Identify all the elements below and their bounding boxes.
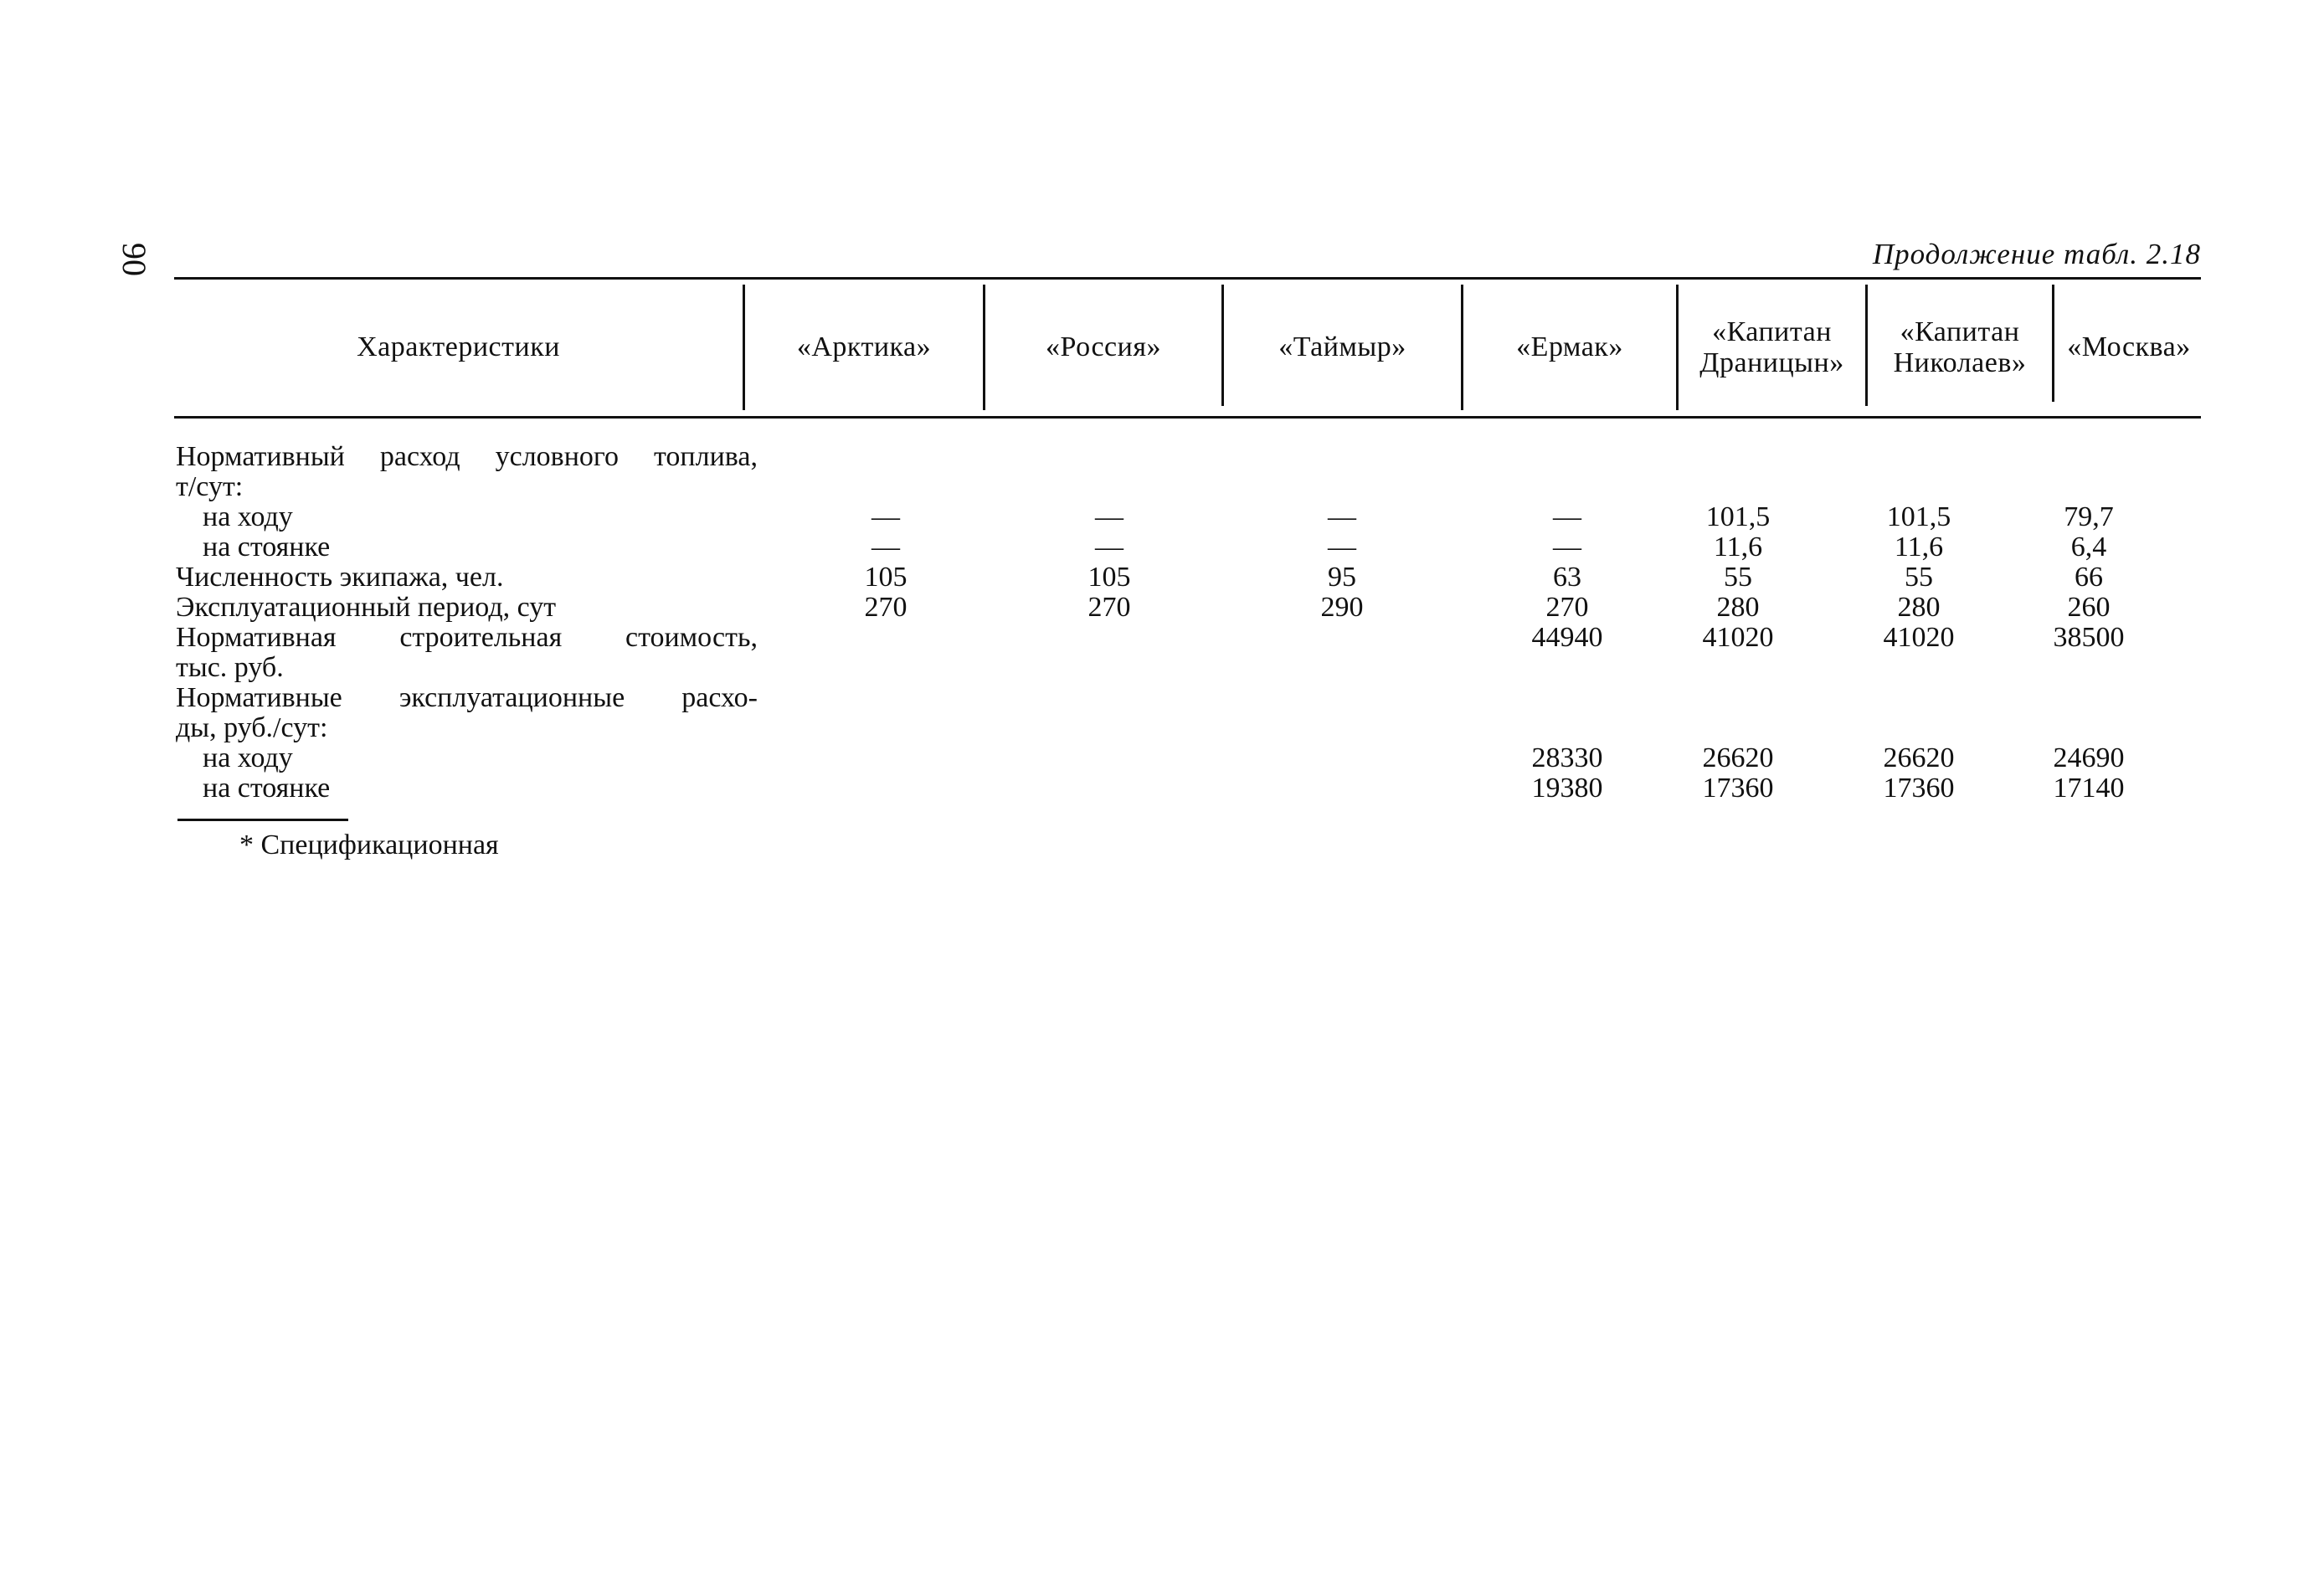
cell-value: — <box>1553 532 1581 562</box>
cell-value: 19380 <box>1531 773 1603 804</box>
table-row <box>176 623 2202 653</box>
header-kapitan-dranitsyn-line2: Драницын» <box>1699 347 1844 378</box>
footnote: * Спецификационная <box>239 830 499 860</box>
header-ermak-label: «Ермак» <box>1516 331 1623 363</box>
table-caption: Продолжение табл. 2.18 <box>1872 238 2201 270</box>
cell-value: — <box>872 532 900 562</box>
footnote-rule <box>177 819 348 821</box>
row-label: Численность экипажа, чел. <box>176 562 504 593</box>
cell-value: 17360 <box>1883 773 1955 804</box>
cell-value: 11,6 <box>1894 532 1944 562</box>
cell-value: 280 <box>1897 592 1941 623</box>
row-label: на ходу <box>203 501 293 532</box>
header-ermak <box>1463 285 1676 410</box>
header-moskva-label: «Москва» <box>2067 331 2191 363</box>
header-arktika-label: «Арктика» <box>796 331 932 363</box>
header-arktika <box>745 285 983 410</box>
table-top-rule <box>174 277 2201 280</box>
cell-value: 11,6 <box>1713 532 1763 562</box>
row-label: Нормативная строительная стоимость, <box>176 622 758 653</box>
cell-value: 55 <box>1905 562 1933 593</box>
row-label: на ходу <box>203 742 293 773</box>
header-characteristics <box>174 285 743 410</box>
header-rossiya <box>985 285 1221 410</box>
row-label: Нормативные эксплуатационные расхо- <box>176 682 758 713</box>
cell-value: 105 <box>1087 562 1131 593</box>
cell-value: 66 <box>2075 562 2103 593</box>
cell-value: 270 <box>1087 592 1131 623</box>
cell-value: — <box>1328 532 1356 562</box>
cell-value: 44940 <box>1531 622 1603 653</box>
cell-value: 55 <box>1724 562 1752 593</box>
cell-value: 280 <box>1716 592 1760 623</box>
cell-value: 101,5 <box>1705 501 1771 532</box>
table-row <box>176 713 2202 743</box>
cell-value: — <box>1328 501 1356 532</box>
table-row <box>176 442 2202 472</box>
table-row <box>176 593 2202 623</box>
row-label: Нормативный расход условного топлива, <box>176 441 758 472</box>
cell-value: 17140 <box>2053 773 2125 804</box>
cell-value: 38500 <box>2053 622 2125 653</box>
cell-value: — <box>1553 501 1581 532</box>
header-moskva <box>2054 285 2203 410</box>
cell-value: 101,5 <box>1886 501 1951 532</box>
header-taymyr-label: «Таймыр» <box>1278 331 1406 363</box>
row-label: тыс. руб. <box>176 652 284 683</box>
row-label: Эксплуатационный период, сут <box>176 592 557 623</box>
header-kapitan-nikolaev <box>1868 285 2052 410</box>
cell-value: 26620 <box>1702 742 1774 773</box>
header-kapitan-nikolaev-line1: «Капитан <box>1900 316 2020 347</box>
cell-value: 28330 <box>1531 742 1603 773</box>
cell-value: 79,7 <box>2064 501 2114 532</box>
header-kapitan-dranitsyn <box>1679 285 1865 410</box>
header-kapitan-nikolaev-line2: Николаев» <box>1893 347 2027 378</box>
row-label: на стоянке <box>203 532 331 562</box>
cell-value: 63 <box>1553 562 1581 593</box>
header-characteristics-label: Характеристики <box>357 331 560 363</box>
table-row <box>176 472 2202 502</box>
cell-value: 41020 <box>1702 622 1774 653</box>
table-row <box>176 562 2202 593</box>
header-kapitan-dranitsyn-line1: «Капитан <box>1712 316 1832 347</box>
cell-value: 41020 <box>1883 622 1955 653</box>
cell-value: 260 <box>2067 592 2111 623</box>
table-row <box>176 773 2202 804</box>
table-row <box>176 653 2202 683</box>
cell-value: — <box>872 501 900 532</box>
header-taymyr <box>1224 285 1461 410</box>
cell-value: 24690 <box>2053 742 2125 773</box>
cell-value: 17360 <box>1702 773 1774 804</box>
cell-value: — <box>1095 532 1123 562</box>
table-row <box>176 502 2202 532</box>
row-label: т/сут: <box>176 471 244 502</box>
cell-value: 26620 <box>1883 742 1955 773</box>
table-body <box>176 442 2202 804</box>
cell-value: 270 <box>864 592 907 623</box>
page-number: 90 <box>116 243 153 276</box>
table-row <box>176 532 2202 562</box>
header-rossiya-label: «Россия» <box>1046 331 1161 363</box>
cell-value: 270 <box>1545 592 1589 623</box>
cell-value: — <box>1095 501 1123 532</box>
table-header-rule <box>174 416 2201 419</box>
table-row <box>176 743 2202 773</box>
table-row <box>176 683 2202 713</box>
cell-value: 105 <box>864 562 907 593</box>
cell-value: 95 <box>1328 562 1356 593</box>
cell-value: 290 <box>1320 592 1364 623</box>
row-label: ды, руб./сут: <box>176 712 328 743</box>
row-label: на стоянке <box>203 773 331 804</box>
cell-value: 6,4 <box>2070 532 2107 562</box>
